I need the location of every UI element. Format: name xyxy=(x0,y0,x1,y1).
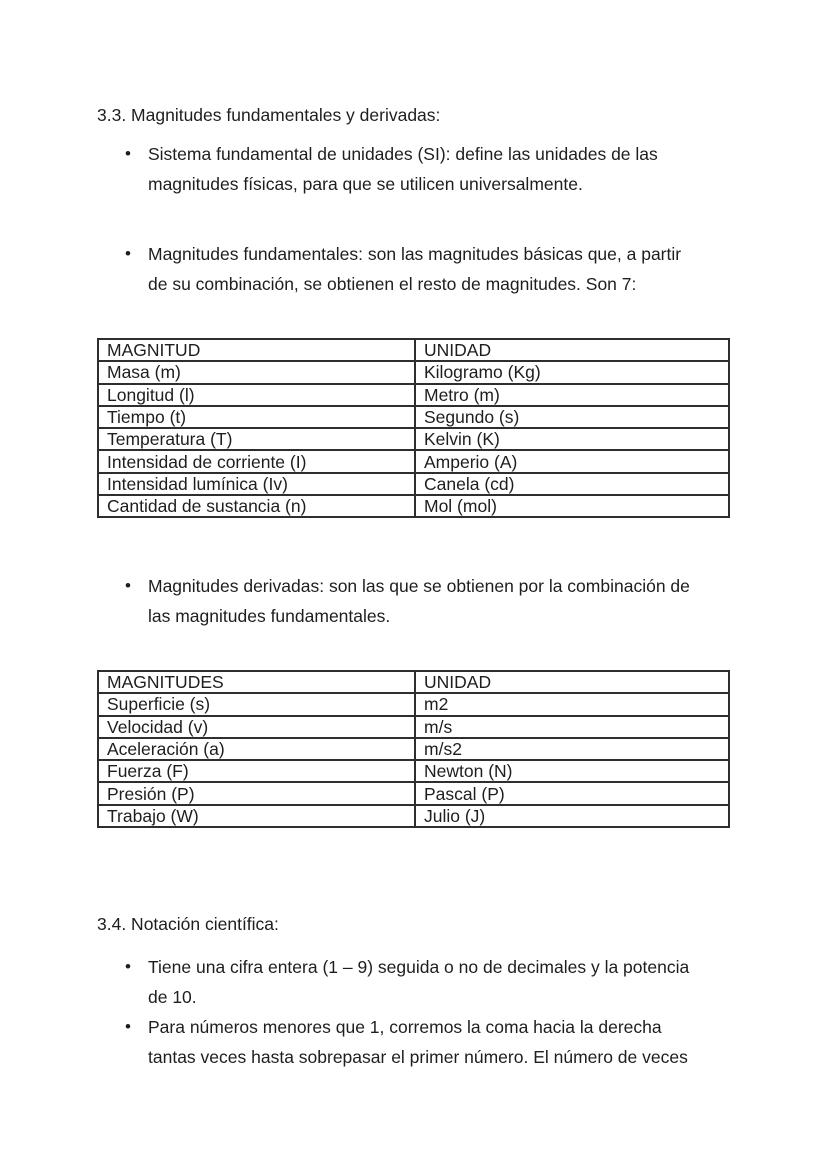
column-header-unidad: UNIDAD xyxy=(415,339,729,361)
table-row xyxy=(98,805,729,827)
paragraph-line: magnitudes físicas, para que se utilicen universalmente. xyxy=(148,174,583,194)
paragraph-line: las magnitudes fundamentales. xyxy=(148,606,391,626)
cell-magnitud: Aceleración (a) xyxy=(98,738,415,760)
table-row xyxy=(98,760,729,782)
cell-unidad: Canela (cd) xyxy=(415,473,729,495)
table-fundamental-magnitudes xyxy=(97,338,730,518)
cell-magnitud: Superficie (s) xyxy=(98,693,415,715)
bullet-item-magnitudes-fundamentales xyxy=(125,239,737,299)
cell-magnitud: Fuerza (F) xyxy=(98,760,415,782)
cell-unidad: m/s2 xyxy=(415,738,729,760)
paragraph-line: tantas veces hasta sobrepasar el primer número. El número de veces xyxy=(148,1047,688,1067)
cell-magnitud: Longitud (l) xyxy=(98,384,415,406)
bullet-item-numeros-menores xyxy=(125,1012,737,1072)
table-row xyxy=(98,428,729,450)
cell-magnitud: Cantidad de sustancia (n) xyxy=(98,495,415,517)
table-header-row xyxy=(98,671,729,693)
section-heading-3-4: 3.4. Notación científica: xyxy=(97,914,279,934)
table-header-row xyxy=(98,339,729,361)
table-row xyxy=(98,738,729,760)
paragraph-line: • Magnitudes derivadas: son las que se obtienen por la combinación de xyxy=(148,576,690,596)
table-row xyxy=(98,716,729,738)
cell-unidad: m/s xyxy=(415,716,729,738)
cell-unidad: Kelvin (K) xyxy=(415,428,729,450)
cell-magnitud: Temperatura (T) xyxy=(98,428,415,450)
table-row xyxy=(98,406,729,428)
bullet-item-magnitudes-derivadas xyxy=(125,571,737,631)
table-row xyxy=(98,693,729,715)
cell-magnitud: Tiempo (t) xyxy=(98,406,415,428)
table-row xyxy=(98,384,729,406)
table-row xyxy=(98,361,729,383)
cell-unidad: m2 xyxy=(415,693,729,715)
cell-magnitud: Masa (m) xyxy=(98,361,415,383)
paragraph-line: • Sistema fundamental de unidades (SI): define las unidades de las xyxy=(148,144,658,164)
cell-magnitud: Trabajo (W) xyxy=(98,805,415,827)
table-row xyxy=(98,473,729,495)
cell-magnitud: Presión (P) xyxy=(98,782,415,804)
table-row xyxy=(98,495,729,517)
cell-unidad: Pascal (P) xyxy=(415,782,729,804)
cell-unidad: Kilogramo (Kg) xyxy=(415,361,729,383)
cell-unidad: Metro (m) xyxy=(415,384,729,406)
paragraph-line: • Para números menores que 1, corremos la coma hacia la derecha xyxy=(148,1017,662,1037)
cell-unidad: Segundo (s) xyxy=(415,406,729,428)
paragraph-line: de su combinación, se obtienen el resto de magnitudes. Son 7: xyxy=(148,274,637,294)
column-header-unidad: UNIDAD xyxy=(415,671,729,693)
cell-unidad: Amperio (A) xyxy=(415,450,729,472)
cell-unidad: Julio (J) xyxy=(415,805,729,827)
cell-unidad: Mol (mol) xyxy=(415,495,729,517)
table-row xyxy=(98,450,729,472)
table-row xyxy=(98,782,729,804)
paragraph-line: • Magnitudes fundamentales: son las magnitudes básicas que, a partir xyxy=(148,244,682,264)
column-header-magnitud: MAGNITUD xyxy=(98,339,415,361)
bullet-item-cifra-entera xyxy=(125,952,737,1012)
cell-magnitud: Intensidad de corriente (I) xyxy=(98,450,415,472)
cell-unidad: Newton (N) xyxy=(415,760,729,782)
paragraph-line: • Tiene una cifra entera (1 – 9) seguida o no de decimales y la potencia xyxy=(148,957,690,977)
cell-magnitud: Velocidad (v) xyxy=(98,716,415,738)
cell-magnitud: Intensidad lumínica (Iv) xyxy=(98,473,415,495)
table-derived-magnitudes xyxy=(97,670,730,828)
column-header-magnitudes: MAGNITUDES xyxy=(98,671,415,693)
bullet-item-sistema-fundamental xyxy=(125,139,737,199)
section-heading-3-3: 3.3. Magnitudes fundamentales y derivadas: xyxy=(97,105,441,125)
paragraph-line: de 10. xyxy=(148,987,197,1007)
